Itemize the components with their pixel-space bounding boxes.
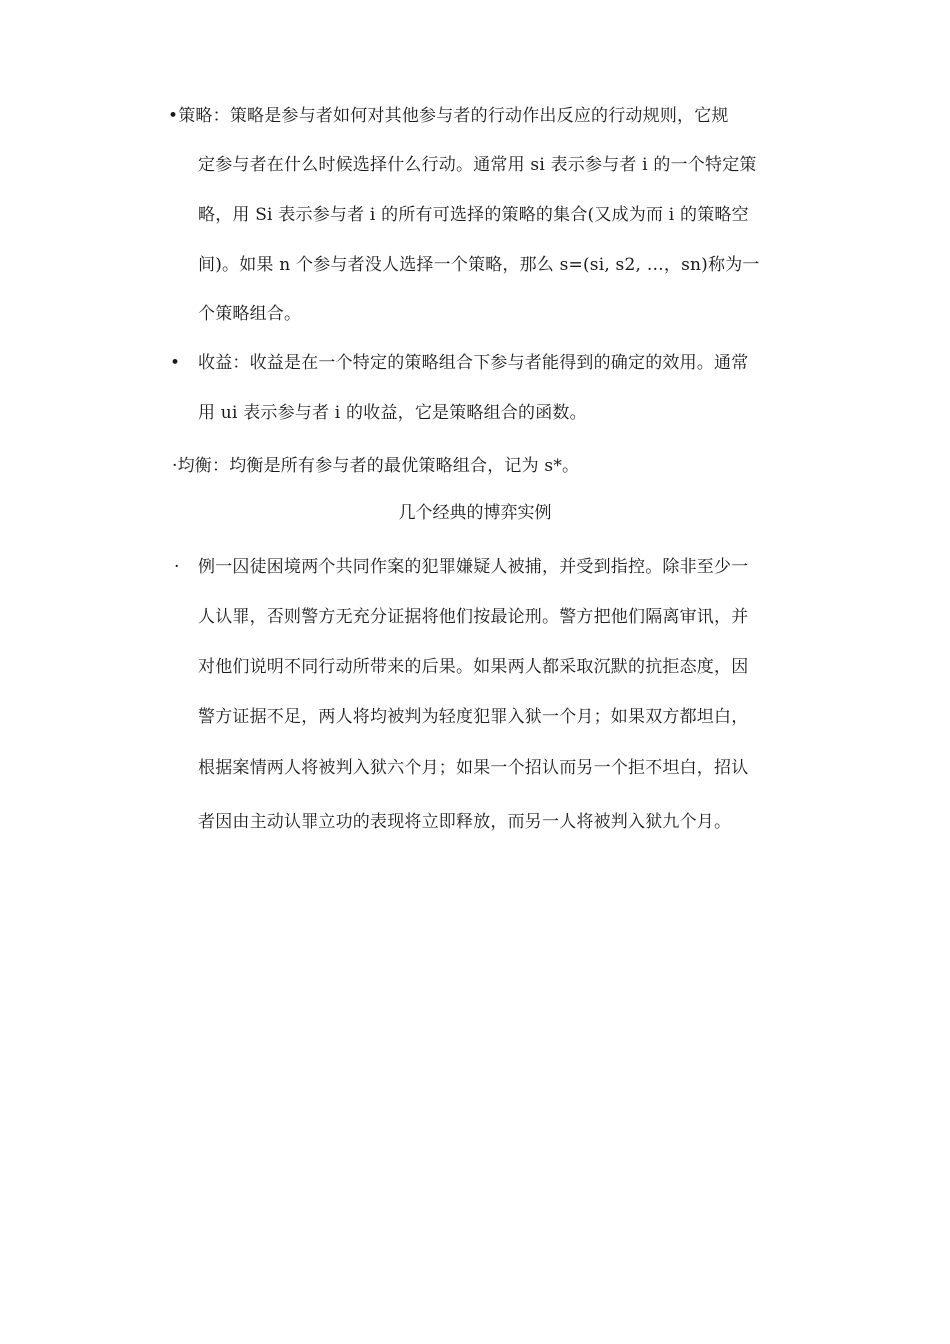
paragraph-strategy-line-2: 定参与者在什么时候选择什么行动。通常用 si 表示参与者 i 的一个特定策 xyxy=(198,155,757,175)
bullet-dot: · xyxy=(172,456,178,476)
paragraph-payoff-bullet: • xyxy=(170,353,181,373)
equilibrium-text: 均衡：均衡是所有参与者的最优策略组合，记为 s*。 xyxy=(177,456,580,476)
paragraph-strategy-line-3: 略，用 Si 表示参与者 i 的所有可选择的策略的集合(又成为而 i 的策略空 xyxy=(198,205,749,225)
paragraph-payoff-line-1: 收益：收益是在一个特定的策略组合下参与者能得到的确定的效用。通常 xyxy=(198,353,749,373)
paragraph-example-line-3: 对他们说明不同行动所带来的后果。如果两人都采取沉默的抗拒态度，因 xyxy=(198,657,749,677)
section-heading: 几个经典的博弈实例 xyxy=(398,503,552,523)
paragraph-strategy-line-1 xyxy=(168,104,729,128)
paragraph-example-line-1: 例一囚徒困境两个共同作案的犯罪嫌疑人被捕，并受到指控。除非至少一 xyxy=(198,557,749,577)
paragraph-example-line-5: 根据案情两人将被判入狱六个月；如果一个招认而另一个拒不坦白，招认 xyxy=(198,758,749,778)
paragraph-strategy-line-4: 间)。如果 n 个参与者没人选择一个策略，那么 s=(si, s2, …，sn)称为一 xyxy=(198,255,760,275)
paragraph-example-line-2: 人认罪，否则警方无充分证据将他们按最论刑。警方把他们隔离审讯，并 xyxy=(198,607,749,627)
paragraph-example-line-6: 者因由主动认罪立功的表现将立即释放，而另一人将被判入狱九个月。 xyxy=(198,812,732,832)
bullet-dot: • xyxy=(168,106,179,126)
paragraph-example-line-4: 警方证据不足，两人将均被判为轻度犯罪入狱一个月；如果双方都坦白， xyxy=(198,707,749,727)
paragraph-example-bullet: · xyxy=(174,557,180,577)
paragraph-payoff-line-2: 用 ui 表示参与者 i 的收益，它是策略组合的函数。 xyxy=(198,403,587,423)
paragraph-equilibrium-line-1 xyxy=(172,454,579,478)
strategy-text: 策略：策略是参与者如何对其他参与者的行动作出反应的行动规则，它规 xyxy=(178,106,729,126)
paragraph-strategy-line-5: 个策略组合。 xyxy=(198,304,302,324)
